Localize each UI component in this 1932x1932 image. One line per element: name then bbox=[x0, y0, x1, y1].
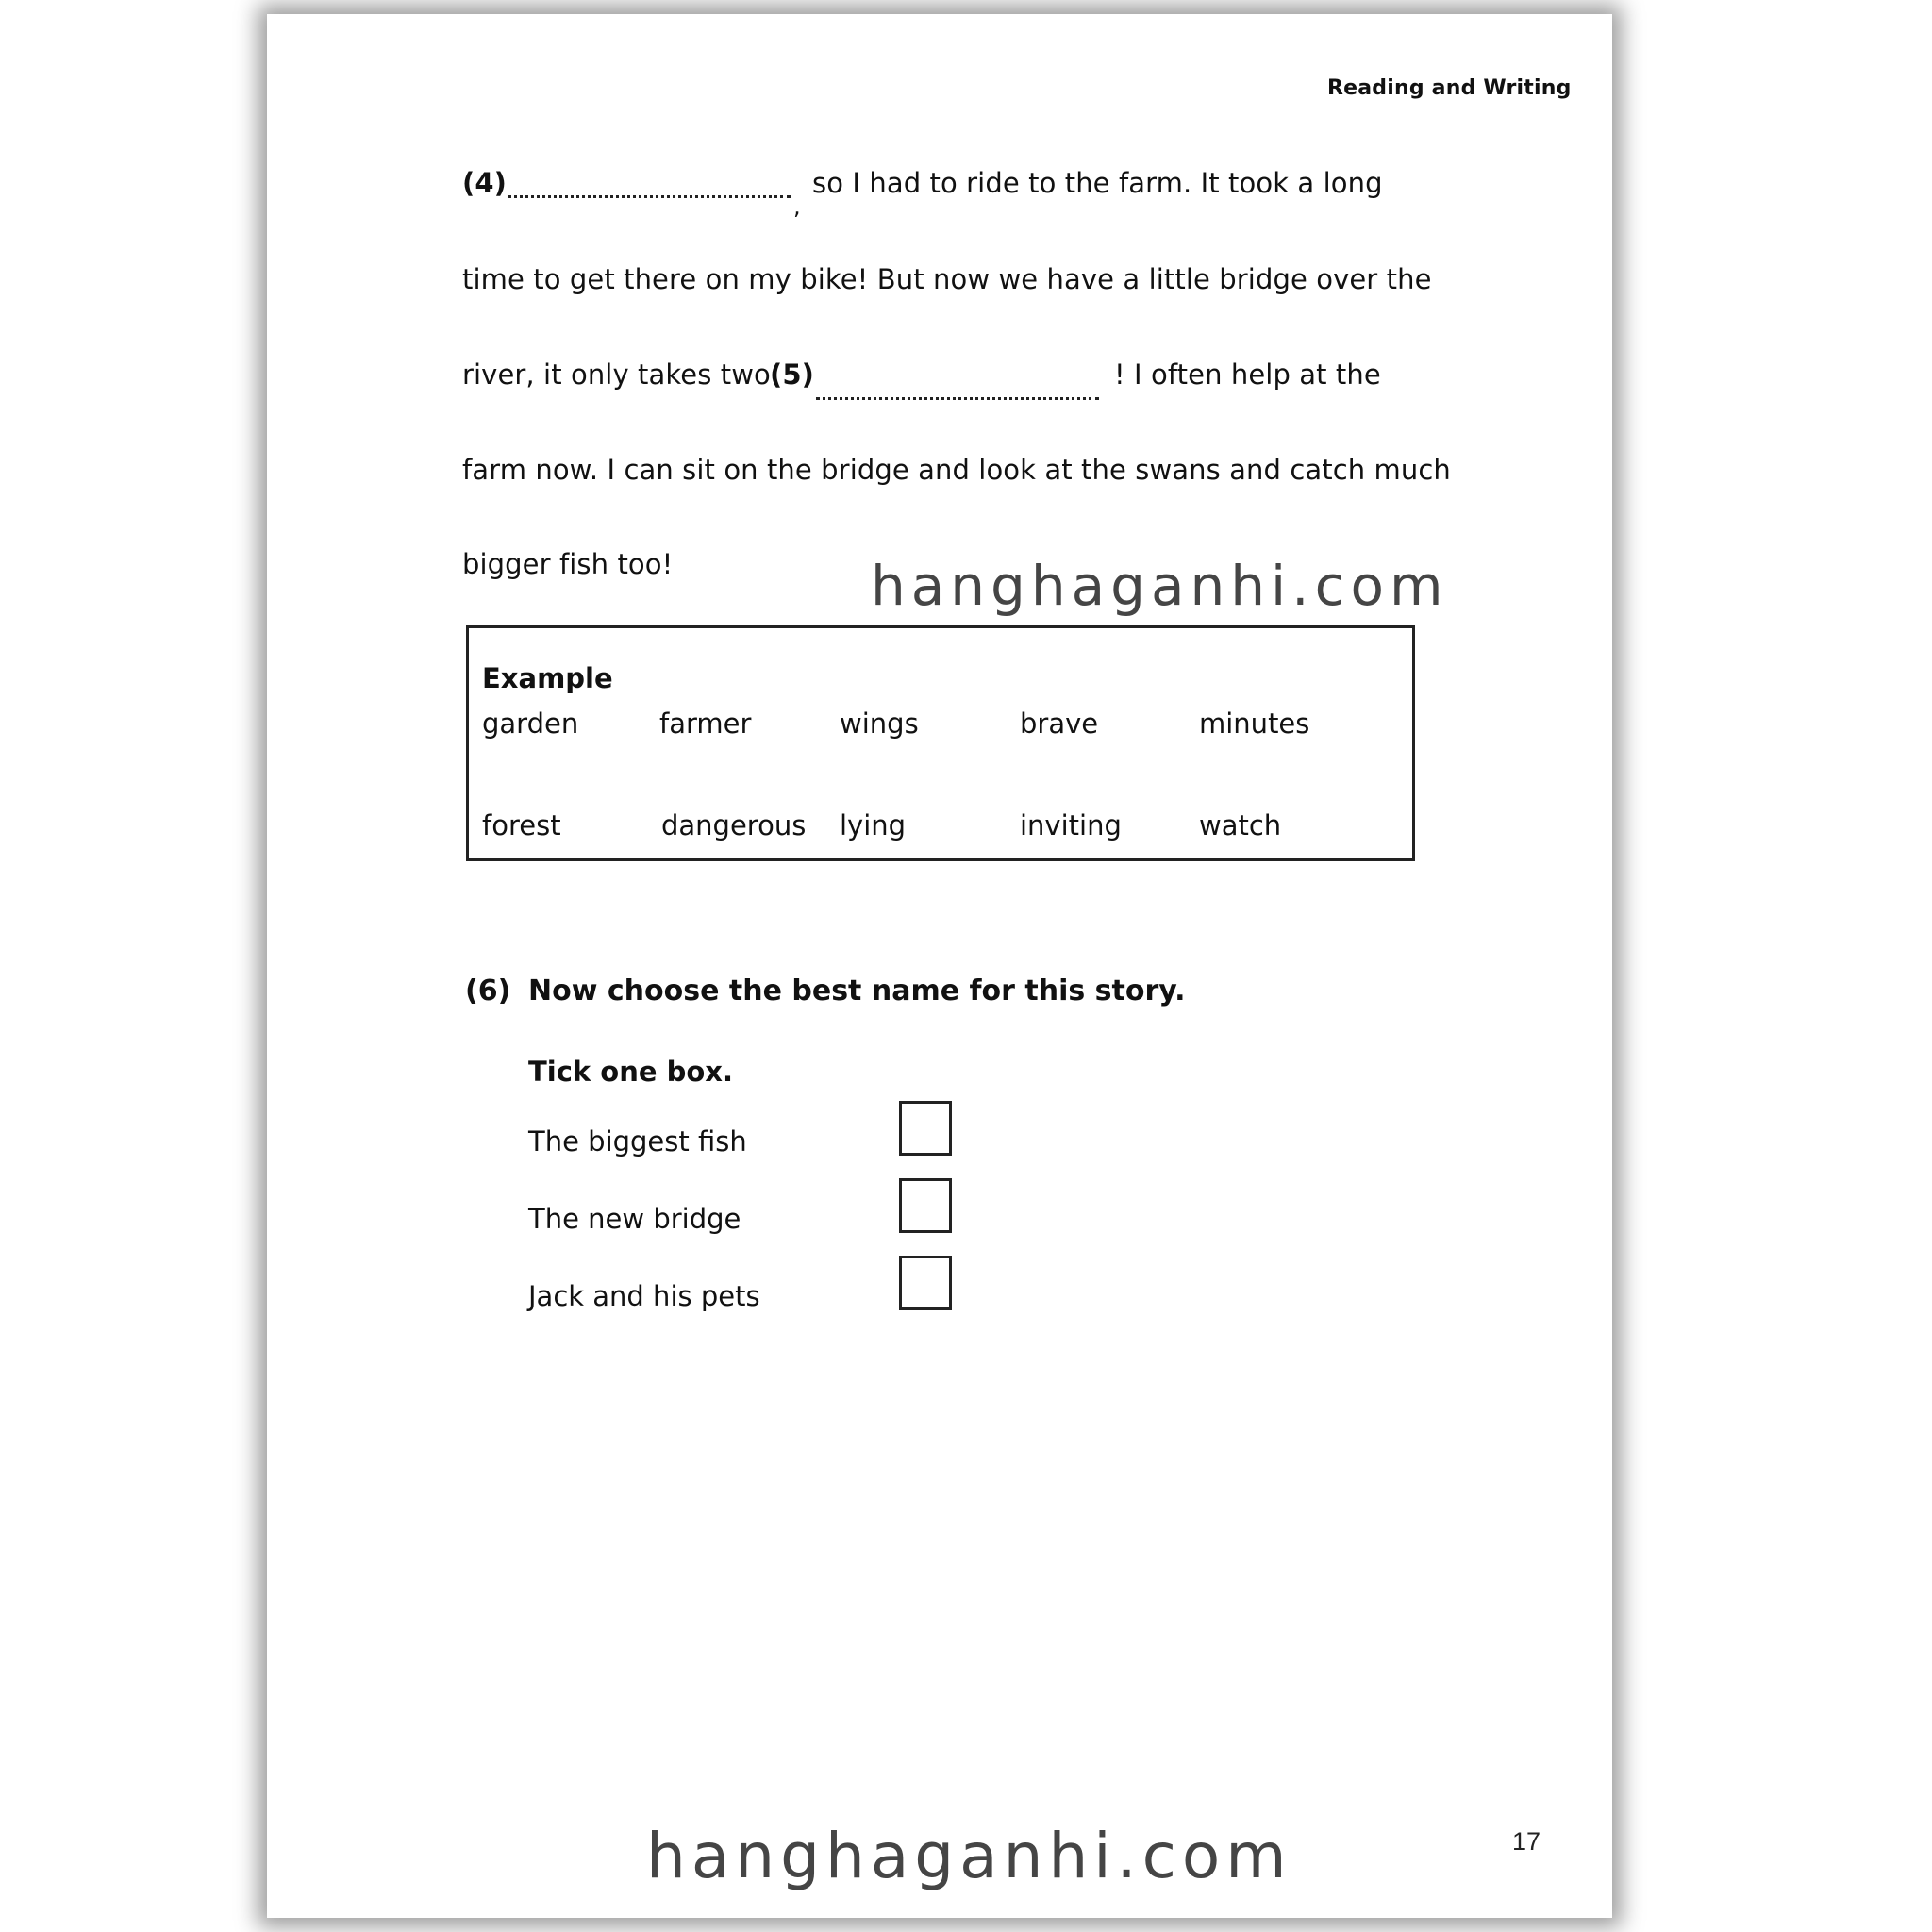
story-line-1 bbox=[462, 167, 507, 199]
tick-instruction: Tick one box. bbox=[528, 1056, 734, 1088]
word-inviting: inviting bbox=[1020, 809, 1122, 841]
story-line-5: bigger fish too! bbox=[462, 548, 674, 580]
word-farmer: farmer bbox=[659, 708, 752, 740]
word-dangerous: dangerous bbox=[661, 809, 807, 841]
story-text-1: so I had to ride to the farm. It took a long bbox=[812, 167, 1383, 199]
blank-number-5: (5) bbox=[770, 358, 814, 391]
option-label-3: Jack and his pets bbox=[528, 1280, 760, 1312]
story-line-4: farm now. I can sit on the bridge and look at the swans and catch much bbox=[462, 454, 1451, 486]
option-checkbox-3[interactable] bbox=[899, 1256, 952, 1310]
blank-number-4: (4) bbox=[462, 167, 507, 199]
section-header: Reading and Writing bbox=[1327, 76, 1572, 100]
example-label: Example bbox=[482, 662, 613, 694]
story-text-3a: river, it only takes two bbox=[462, 358, 771, 391]
word-minutes: minutes bbox=[1199, 708, 1310, 740]
word-garden: garden bbox=[482, 708, 579, 740]
question-6-prompt: Now choose the best name for this story. bbox=[528, 974, 1186, 1008]
answer-blank-4[interactable] bbox=[508, 182, 791, 198]
story-line-2: time to get there on my bike! But now we have a little bridge over the bbox=[462, 263, 1432, 295]
option-label-1: The biggest fish bbox=[528, 1125, 747, 1158]
word-wings: wings bbox=[840, 708, 919, 740]
word-brave: brave bbox=[1020, 708, 1099, 740]
word-watch: watch bbox=[1199, 809, 1282, 841]
watermark-bottom: hanghaganhi.com bbox=[646, 1820, 1292, 1892]
option-checkbox-1[interactable] bbox=[899, 1101, 952, 1156]
word-bank-box bbox=[466, 625, 1415, 861]
watermark-top: hanghaganhi.com bbox=[871, 554, 1449, 618]
option-checkbox-2[interactable] bbox=[899, 1178, 952, 1233]
question-6-number: (6) bbox=[465, 974, 511, 1008]
word-forest: forest bbox=[482, 809, 561, 841]
page-number: 17 bbox=[1512, 1827, 1541, 1856]
comma: , bbox=[793, 193, 801, 220]
worksheet-page bbox=[267, 14, 1612, 1918]
story-text-3b: ! I often help at the bbox=[1114, 358, 1381, 391]
word-lying: lying bbox=[840, 809, 907, 841]
option-label-2: The new bridge bbox=[528, 1203, 741, 1235]
answer-blank-5[interactable] bbox=[816, 384, 1099, 400]
